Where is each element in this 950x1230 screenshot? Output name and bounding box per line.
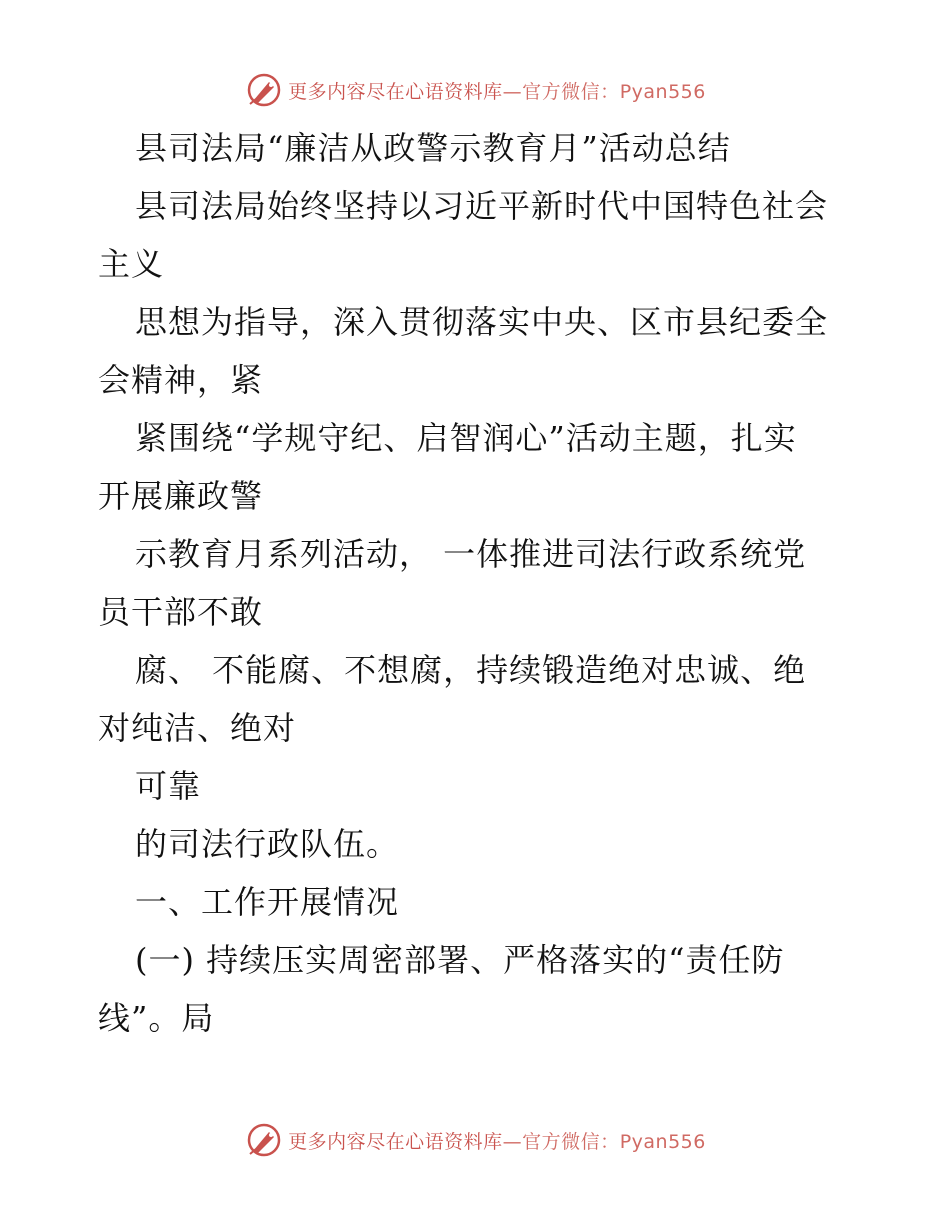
document-title: 县司法局“廉洁从政警示教育月”活动总结 (135, 129, 731, 167)
paragraph-line: 对纯洁、绝对 (98, 709, 297, 747)
subsection-heading: (一) 持续压实周密部署、严格落实的“责任防 (135, 941, 785, 979)
paragraph-line: 可靠 (135, 767, 202, 805)
paragraph-line: 示教育月系列活动， 一体推进司法行政系统党 (135, 535, 807, 573)
watermark-main-text: 更多内容尽在心语资料库 (288, 80, 503, 103)
paragraph-line: 开展廉政警 (98, 477, 264, 515)
paragraph-line: 线”。局 (98, 999, 215, 1037)
footer-watermark (0, 1118, 950, 1162)
watermark-separator: — (502, 1130, 523, 1153)
watermark-main-text: 更多内容尽在心语资料库 (288, 1130, 503, 1153)
paragraph-line: 县司法局始终坚持以习近平新时代中国特色社会 (135, 187, 829, 225)
paragraph-line: 的司法行政队伍。 (135, 825, 400, 863)
watermark-account-label: 官方微信： (522, 80, 620, 103)
watermark-account-id: Pyan556 (619, 1130, 706, 1153)
section-heading: 一、工作开展情况 (135, 883, 400, 921)
pen-nib-icon (244, 1120, 284, 1160)
paragraph-line: 思想为指导，深入贯彻落实中央、区市县纪委全 (135, 303, 829, 341)
watermark-separator: — (502, 80, 523, 103)
paragraph-line: 主义 (98, 245, 165, 283)
watermark-account-id: Pyan556 (619, 80, 706, 103)
watermark-account-label: 官方微信： (522, 1130, 620, 1153)
paragraph-line: 会精神，紧 (98, 361, 264, 399)
paragraph-line: 腐、 不能腐、不想腐，持续锻造绝对忠诚、绝 (135, 651, 807, 689)
paragraph-line: 员干部不敢 (98, 593, 264, 631)
paragraph-line: 紧围绕“学规守纪、启智润心”活动主题，扎实 (135, 419, 797, 457)
watermark-text (288, 1127, 706, 1154)
